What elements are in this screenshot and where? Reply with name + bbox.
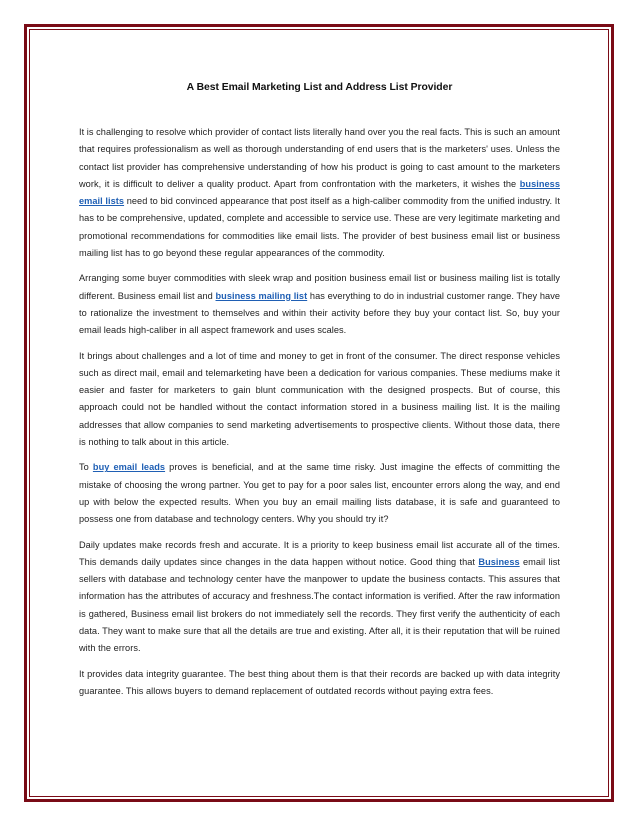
paragraph-text: email list sellers with database and technology center have the manpower to update the business contacts. This assures that information has the attributes of accuracy and freshness.The contact information is verified. After the raw information is gathered, Business email list brokers do not immediately sell the records. They first verify the authenticity of each data. They want to make sure that all the details are true and existing. After all, it is their reputation that will be ruined with the errors. [79, 556, 560, 654]
inline-link[interactable]: business email lists [79, 178, 560, 207]
document-body [79, 74, 560, 708]
paragraph-text: It is challenging to resolve which provider of contact lists literally hand over you the real facts. This is such an amount that requires professionalism as well as thorough understanding of end users that is the marketers' uses. Unless the contact list provider has comprehensive understanding of how his product is going to cast amount to the marketers work, it is difficult to deliver a quality product. Apart from confrontation with the marketers, it wishes the [79, 127, 560, 189]
body-paragraph [79, 124, 560, 262]
body-paragraph [79, 537, 560, 658]
paragraph-text: proves is beneficial, and at the same time risky. Just imagine the effects of committing the mistake of choosing the wrong partner. You get to pay for a poor sales list, encounter errors along the way, and end up with below the expected results. When you buy an email mailing lists database, it is safe and guaranteed to possess one from database and technology centers. Why you should try it? [79, 462, 560, 525]
inline-link[interactable]: buy email leads [92, 462, 166, 473]
paragraph-text: need to bid convinced appearance that post itself as a high-caliber commodity from the unified industry. It has to be comprehensive, updated, complete and accessible to service use. These are very legitimate marketing and promotional recommendations for commodities like email lists. The provider of best business email list or business mailing list has to go beyond these regular appearances of the commodity. [79, 196, 560, 259]
paragraph-text: Daily updates make records fresh and accurate. It is a priority to keep business email list accurate all of the times. This demands daily updates since changes in the data happen without notice. Good thing that [79, 539, 560, 567]
paragraph-text: It brings about challenges and a lot of time and money to get in front of the consumer. The direct response vehicles such as direct mail, email and telemarketing have been a dedication for various companies. These mediums make it easier and faster for marketers to gain blunt communication with the designed prospects. But of course, this approach could not be handled without the contact information stored in a business mailing list. It is the mailing addresses that allow companies to send marketing advertisements to prospective clients. Without those data, there is nothing to talk about in this article. [79, 350, 560, 448]
body-paragraph [79, 666, 560, 701]
paragraph-text: Arranging some buyer commodities with sleek wrap and position business email list or business mailing list is totally different. Business email list and [79, 273, 560, 301]
paragraphs-container [79, 124, 560, 700]
paragraph-text: To [79, 462, 93, 473]
document-title: A Best Email Marketing List and Address List Provider [186, 82, 453, 93]
inline-link[interactable]: Business [478, 556, 520, 567]
body-paragraph [79, 270, 560, 339]
paragraph-text: It provides data integrity guarantee. The best thing about them is that their records are backed up with data integrity guarantee. This allows buyers to demand replacement of outdated records without paying extra fees. [79, 668, 560, 696]
body-paragraph [79, 348, 560, 452]
inline-link[interactable]: business mailing list [215, 290, 308, 301]
paragraph-text: has everything to do in industrial customer range. They have to rationalize the investment to themselves and within their activity before they buy your contact list. So, buy your email leads high-caliber in all aspect framework and uses scales. [79, 290, 561, 336]
body-paragraph [79, 459, 560, 528]
